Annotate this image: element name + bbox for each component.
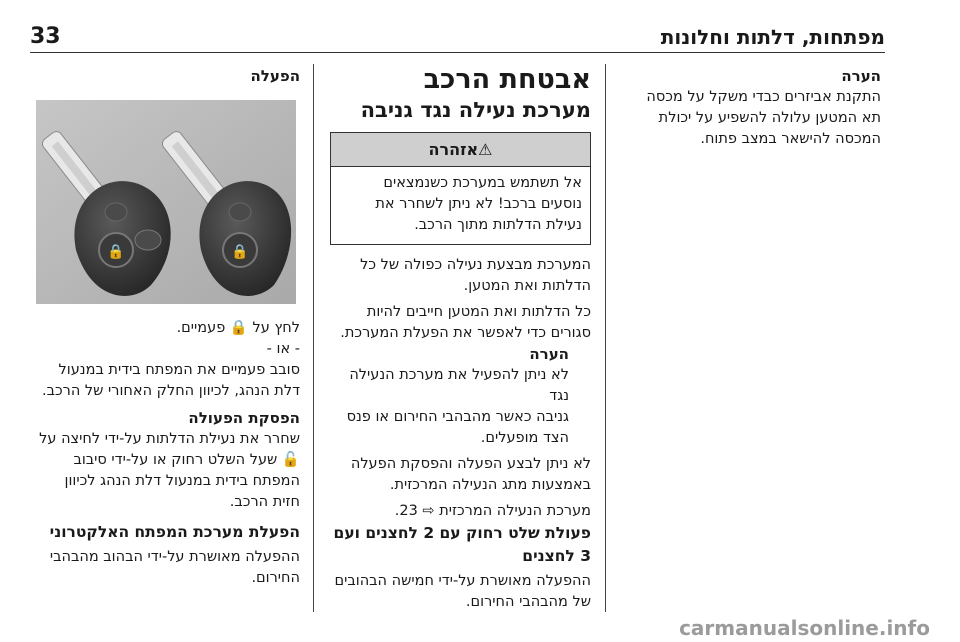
chapter-title: מפתחות, דלתות וחלונות — [660, 25, 885, 49]
section-subtitle: מערכת נעילה נגד גניבה — [360, 98, 591, 122]
middle-column — [330, 64, 591, 613]
note-block — [330, 344, 591, 449]
paragraph-line: ההפעלה מאושרת על-ידי חמישה הבהובים — [334, 573, 591, 589]
key-fob-photo — [36, 100, 296, 304]
note-line: לא ניתן להפעיל את מערכת הנעילה נגד — [349, 367, 569, 404]
paragraph-line: חזית הרכב. — [229, 494, 300, 510]
note-heading: הערה — [841, 67, 881, 85]
paragraph-line: המפתח בידית במנעול דלת הנהג לכיוון — [64, 473, 300, 489]
paragraph-line: סגורים כדי לאפשר את הפעלת המערכת. — [340, 325, 591, 341]
warning-box — [330, 132, 591, 245]
note-line: הצד מופעלים. — [480, 430, 569, 446]
paragraph-line: 🔓 שעל השלט רחוק או על-ידי סיבוב — [73, 452, 300, 468]
key-fob-illustration — [36, 100, 296, 304]
warning-icon: ⚠ — [478, 140, 493, 159]
note-line: גניבה כאשר מהבהבי החירום או פנס — [346, 409, 569, 425]
paragraph-line: של מהבהבי החירום. — [465, 594, 591, 610]
warning-line: נוסעים ברכב! לא ניתן לשחרר את — [375, 196, 582, 212]
cross-reference-link[interactable]: מערכת הנעילה המרכזית ⇨ 23. — [394, 503, 591, 519]
right-column — [625, 66, 881, 150]
paragraph-line: המערכת מבצעת נעילה כפולה של כל — [360, 257, 591, 273]
page-header — [30, 24, 885, 50]
warning-body — [331, 167, 590, 244]
paragraph-line: דלת הנהג, לכיוון החלק האחורי של הרכב. — [41, 383, 300, 399]
section-title: אבטחת הרכב — [423, 64, 591, 95]
paragraph-line: לא ניתן לבצע הפעלה והפסקת הפעלה — [350, 456, 591, 472]
left-column-lower — [30, 318, 300, 589]
paragraph-line: כל הדלתות ואת המטען חייבים להיות — [366, 304, 591, 320]
watermark-text: carmanualsonline.info — [679, 616, 930, 640]
paragraph-line: סובב פעמיים את המפתח בידית במנעול — [58, 362, 300, 378]
header-divider — [30, 52, 885, 53]
column-divider-right — [605, 64, 606, 612]
press-instruction: לחץ על 🔒 פעמיים. — [176, 320, 300, 336]
warning-heading: אזהרה — [428, 140, 479, 159]
deactivation-heading: הפסקת הפעולה — [188, 409, 300, 427]
note-line: תא המטען עלולה להשפיע על יכולת — [658, 110, 881, 126]
column-divider-left — [313, 64, 314, 612]
activation-heading: הפעלה — [250, 67, 300, 85]
note-heading: הערה — [529, 345, 569, 363]
or-separator: - או - — [266, 341, 300, 357]
left-column — [30, 66, 300, 87]
svg-text:🔒: 🔒 — [231, 244, 249, 260]
note-line: התקנת אביזרים כבדי משקל על מכסה — [646, 89, 881, 105]
paragraph-line: ההפעלה מאושרת על-ידי הבהוב מהבהבי — [49, 549, 300, 565]
subsection-heading: פעולת שלט רחוק עם 2 לחצנים ועם 3 לחצנים — [333, 524, 591, 565]
warning-header — [331, 133, 590, 167]
paragraph-line: שחרר את נעילת הדלתות על-ידי לחיצה על — [39, 431, 300, 447]
warning-line: נעילת הדלתות מתוך הרכב. — [414, 217, 582, 233]
page-number: 33 — [30, 24, 61, 49]
paragraph-line: באמצעות מתג הנעילה המרכזית. — [389, 477, 591, 493]
electronic-key-heading: הפעלת מערכת המפתח האלקטרוני — [49, 523, 300, 541]
paragraph-line: הדלתות ואת המטען. — [463, 278, 591, 294]
paragraph-line: החירום. — [251, 570, 300, 586]
svg-text:🔒: 🔒 — [107, 244, 125, 260]
note-line: המכסה להישאר במצב פתוח. — [700, 131, 881, 147]
warning-line: אל תשתמש במערכת כשנמצאים — [383, 175, 582, 191]
